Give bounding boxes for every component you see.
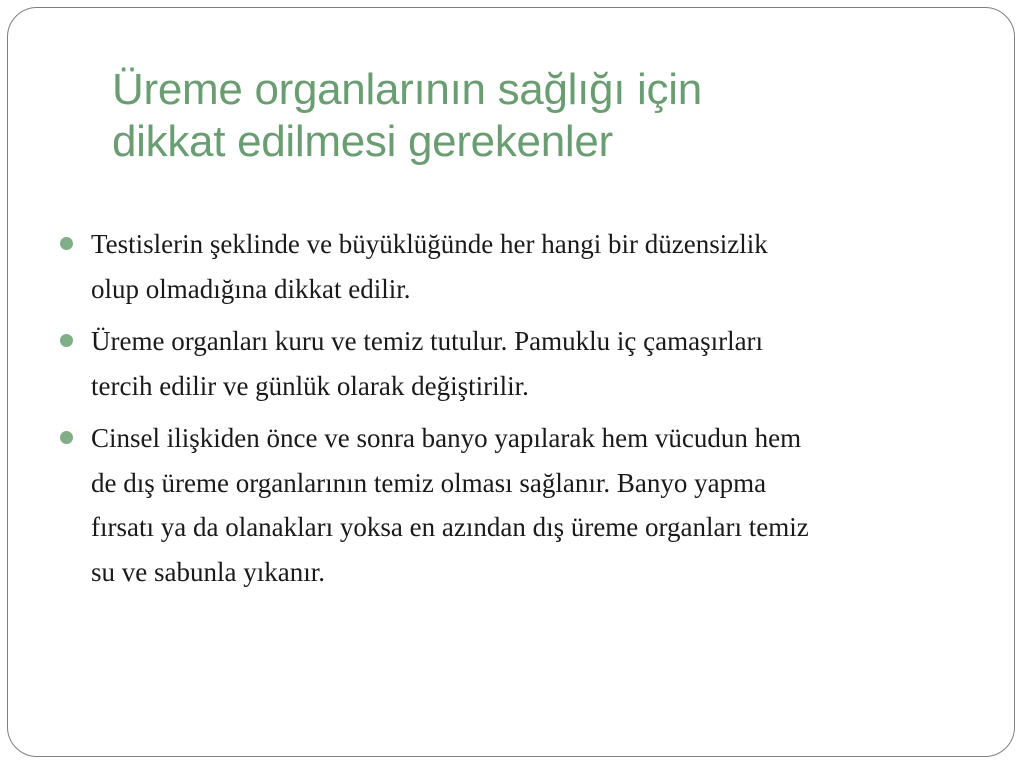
bullet-line: olup olmadığına dikkat edilir. <box>91 273 411 304</box>
bullet-dot-icon <box>60 431 73 444</box>
bullet-dot-icon <box>60 237 73 250</box>
bullet-text <box>91 319 980 408</box>
bullet-text <box>91 416 980 594</box>
bullet-line: fırsatı ya da olanakları yoksa en azından dış üreme organları temiz <box>91 512 809 542</box>
bullet-line: Üreme organları kuru ve temiz tutulur. Pamuklu iç çamaşırları <box>91 326 764 356</box>
slide-title <box>112 64 992 168</box>
bullet-list <box>60 222 980 602</box>
bullet-item-1 <box>60 222 980 311</box>
bullet-item-2 <box>60 319 980 408</box>
bullet-line: su ve sabunla yıkanır. <box>91 556 325 587</box>
bullet-line: Cinsel ilişkiden önce ve sonra banyo yapılarak hem vücudun hem <box>91 423 802 453</box>
bullet-item-3 <box>60 416 980 594</box>
bullet-line: tercih edilir ve günlük olarak değiştirilir. <box>91 370 529 401</box>
title-line-2: dikkat edilmesi gerekenler <box>112 117 613 166</box>
bullet-dot-icon <box>60 334 73 347</box>
bullet-text <box>91 222 980 311</box>
bullet-line: de dış üreme organlarının temiz olması sağlanır. Banyo yapma <box>91 467 767 498</box>
bullet-line: Testislerin şeklinde ve büyüklüğünde her hangi bir düzensizlik <box>91 229 768 259</box>
title-line-1: Üreme organlarının sağlığı için <box>112 65 702 114</box>
